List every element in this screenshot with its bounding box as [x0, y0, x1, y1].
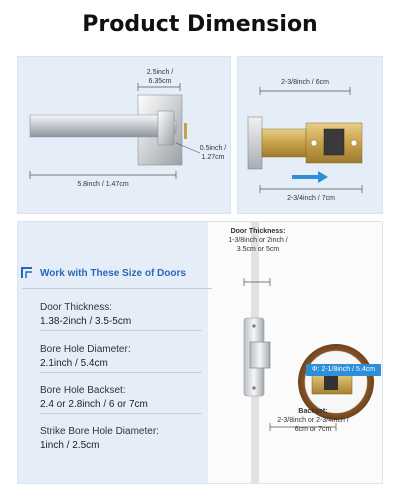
lever-handle-illustration [18, 57, 231, 214]
thickness-callout [218, 228, 298, 254]
door-bore-illustration [208, 222, 383, 484]
spec-label: Bore Hole Diameter: [40, 344, 131, 355]
spec-value: 1.38-2inch / 3.5-5cm [40, 316, 132, 327]
page-title: Product Dimension [82, 12, 318, 37]
spec-strike-bore-diameter [40, 426, 159, 451]
spec-divider [40, 413, 202, 414]
doors-heading: Work with These Size of Doors [40, 268, 186, 279]
lever-top-width-label: 2.5inch / 6.35cm [146, 69, 174, 85]
thickness-callout-title: Door Thickness: [230, 228, 286, 235]
lever-length-label: 5.8inch / 1.47cm [77, 181, 129, 188]
lever-depth-label: 0.5inch / 1.27cm [199, 145, 227, 161]
spec-divider [40, 372, 202, 373]
spec-value: 2.4 or 2.8inch / 6 or 7cm [40, 399, 148, 410]
backset-callout [263, 408, 363, 434]
backset-callout-value: 2-3/8inch or 2-3/4inch / 6cm or 7cm [277, 416, 349, 433]
spec-bore-hole-backset [40, 385, 148, 410]
spec-door-thickness [40, 302, 131, 327]
corner-bracket-icon [21, 267, 33, 279]
bore-diameter-badge: Φ: 2-1/8inch / 5.4cm [306, 364, 381, 376]
backset-callout-title: Backset: [298, 408, 328, 415]
spec-value: 1inch / 2.5cm [40, 440, 100, 451]
spec-bore-hole-diameter [40, 344, 131, 369]
latch-bottom-label: 2-3/4inch / 7cm [287, 195, 335, 202]
heading-divider [22, 288, 212, 289]
lever-dimension-panel [17, 56, 231, 214]
thickness-callout-value: 1-3/8inch or 2inch / 3.5cm or 5cm [228, 236, 288, 253]
spec-label: Door Thickness: [40, 302, 113, 313]
latch-dimension-panel [237, 56, 383, 214]
spec-label: Bore Hole Backset: [40, 385, 126, 396]
spec-value: 2.1inch / 5.4cm [40, 358, 108, 369]
spec-divider [40, 330, 202, 331]
spec-label: Strike Bore Hole Diameter: [40, 426, 159, 437]
latch-top-label: 2-3/8inch / 6cm [281, 79, 329, 86]
door-size-panel [17, 221, 383, 484]
